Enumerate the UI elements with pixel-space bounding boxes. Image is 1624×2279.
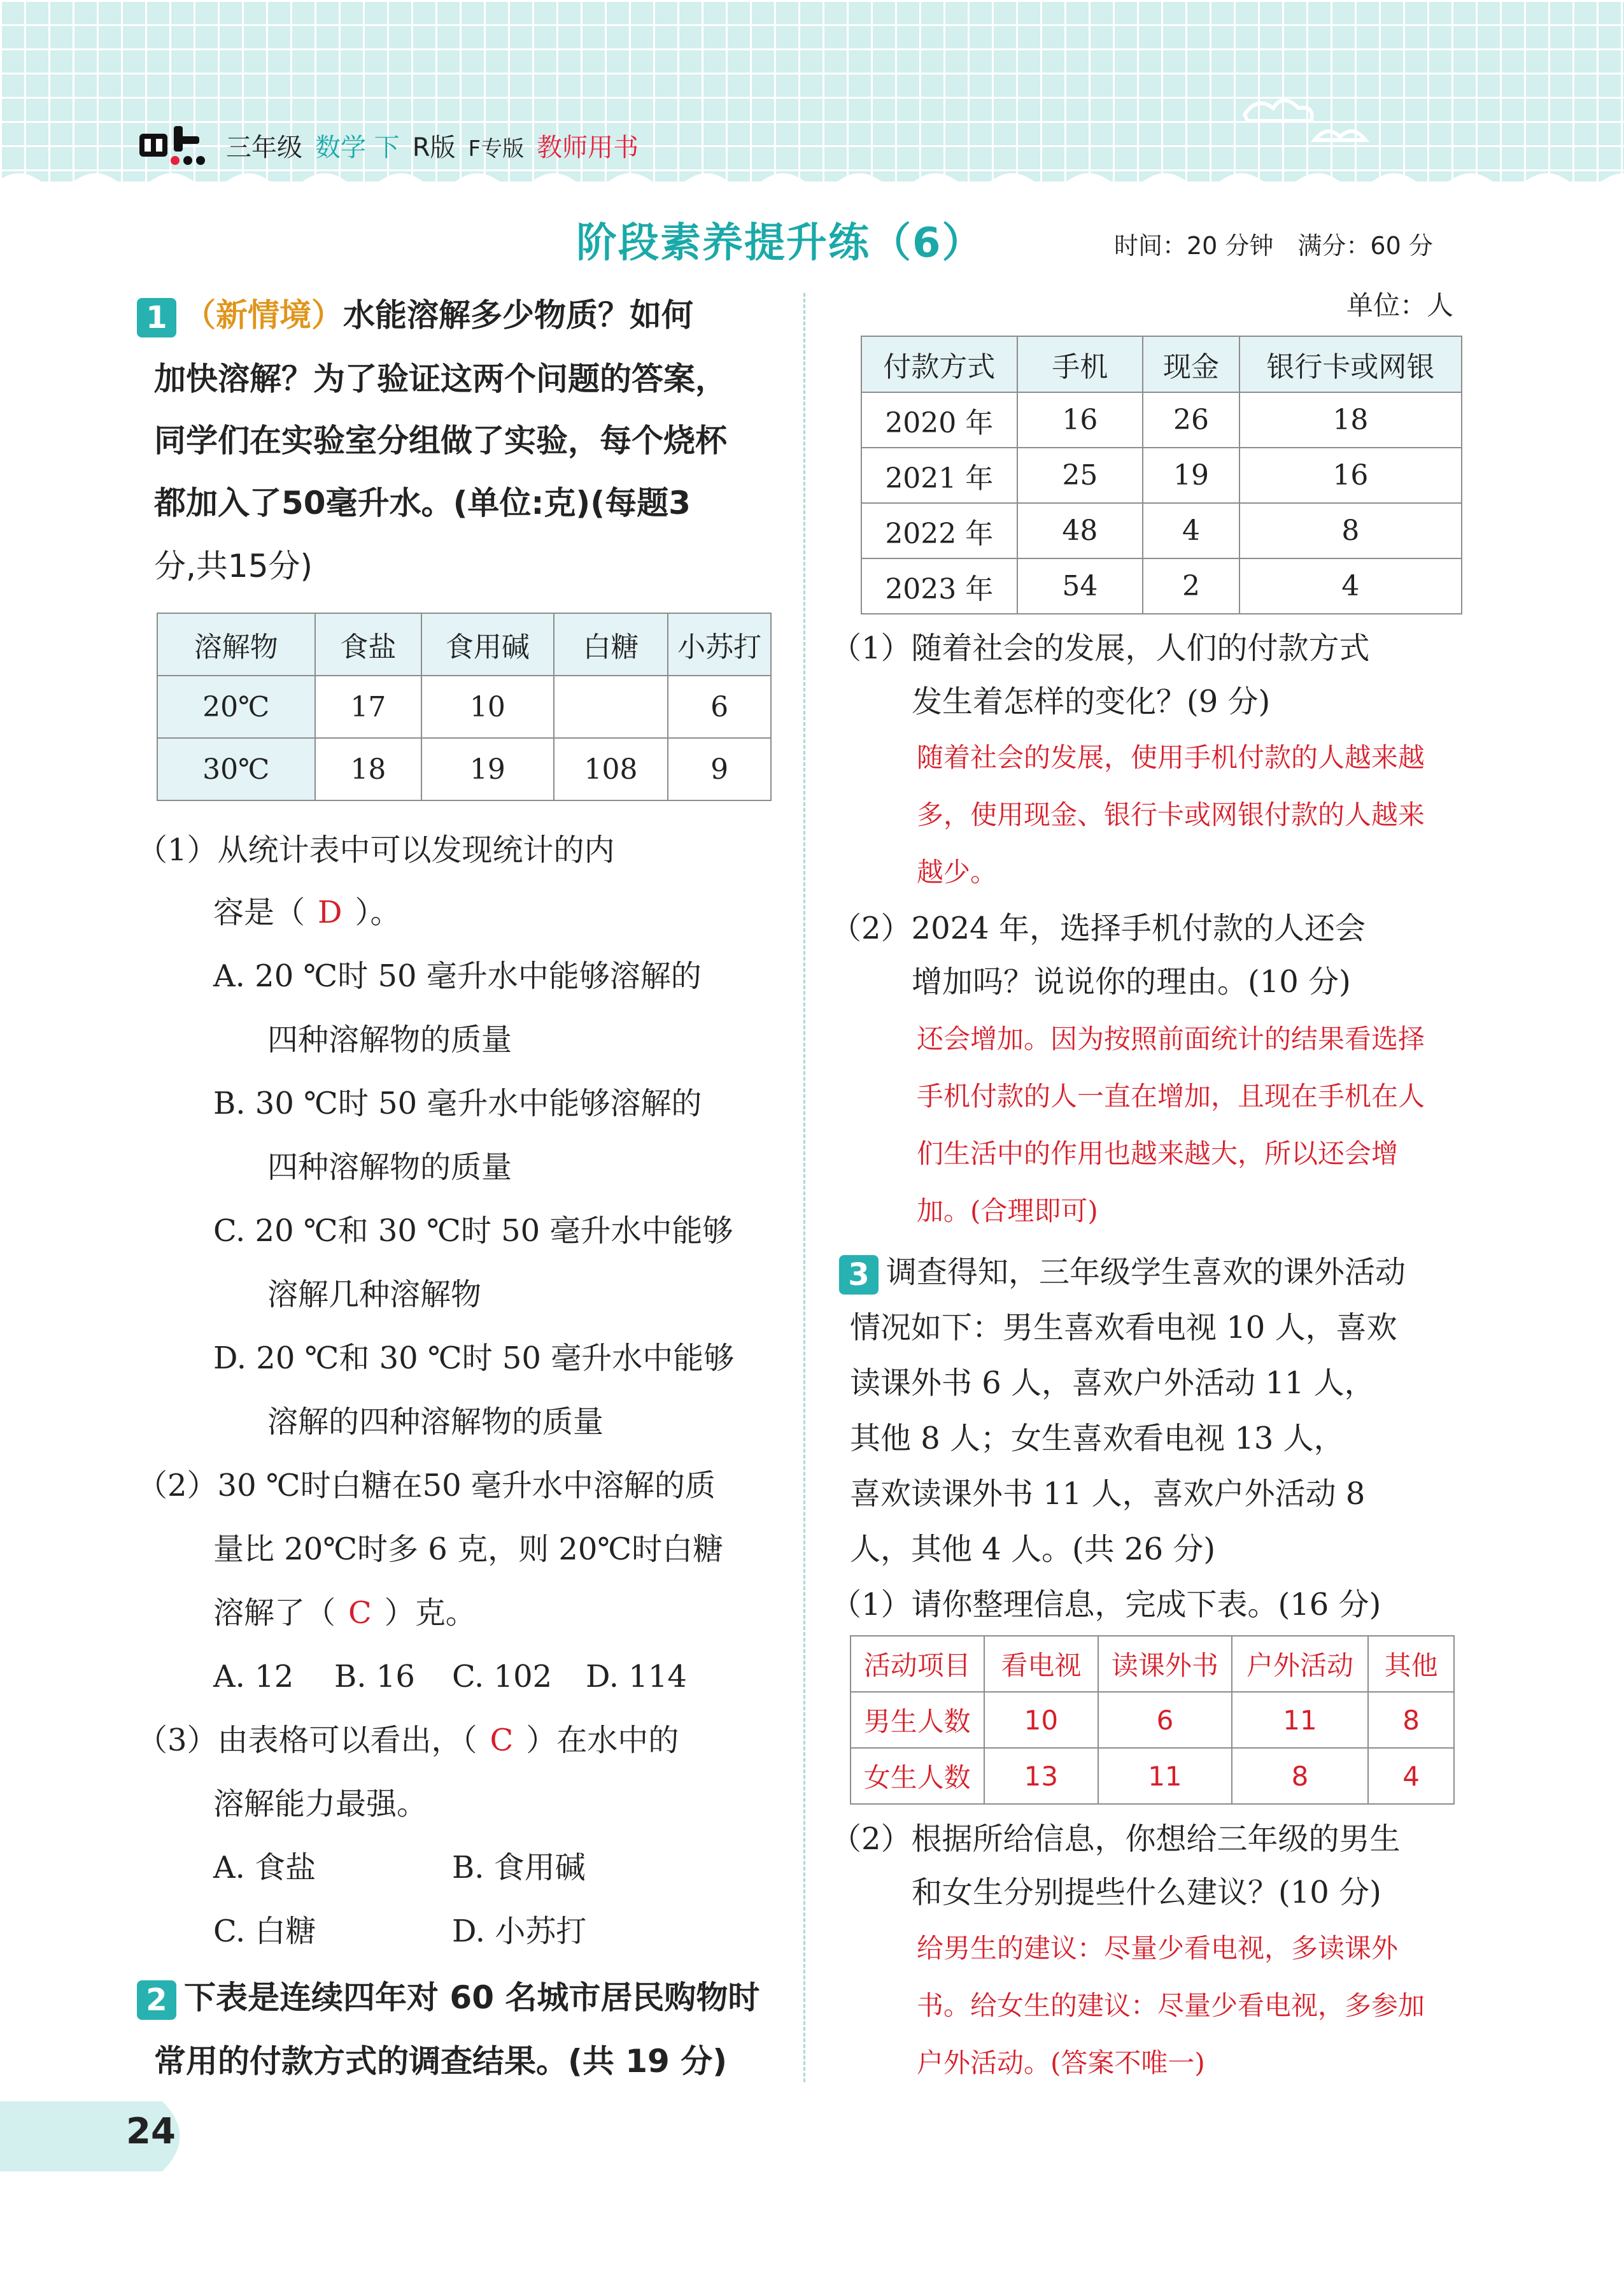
- page-title: 阶段素养提升练（6）: [576, 220, 984, 267]
- q3-line-4: 喜欢读课外书 11 人，喜欢户外活动 8: [850, 1476, 1366, 1512]
- q2-cell: 18: [1239, 392, 1462, 448]
- q2-cell: 2023 年: [861, 558, 1017, 614]
- q3-table: [850, 1635, 1455, 1805]
- q3-sub2-answer-3: 户外活动。(答案不唯一): [917, 2047, 1205, 2078]
- q3-header: [839, 1253, 1406, 1295]
- q3-sub2-answer-2: 书。给女生的建议：尽量少看电视，多参加: [917, 1990, 1425, 2021]
- q2-sub1-line1: （1）随着社会的发展，人们的付款方式: [831, 630, 1370, 666]
- q2-th-3: 银行卡或网银: [1239, 336, 1462, 392]
- q3-th-1: 看电视: [984, 1636, 1099, 1692]
- q2-sub2-answer-2: 手机付款的人一直在增加，且现在手机在人: [917, 1081, 1425, 1112]
- q3-sub2-line2: 和女生分别提些什么建议？(10 分): [912, 1875, 1381, 1910]
- header-edition: R版: [412, 133, 456, 162]
- q1-th-3: 白糖: [554, 613, 668, 676]
- book-logo-icon: [137, 120, 213, 171]
- q2-cell: 4: [1143, 503, 1239, 558]
- q2-line-1: 常用的付款方式的调查结果。(共 19 分): [154, 2043, 728, 2080]
- q3-sub1: （1）请你整理信息，完成下表。(16 分): [831, 1587, 1381, 1622]
- q3-row-label: 女生人数: [851, 1748, 984, 1804]
- q1-sub3-answer: C: [490, 1722, 514, 1758]
- q2-sub2-answer-3: 们生活中的作用也越来越大，所以还会增: [917, 1138, 1399, 1169]
- q1-sub3-line1: [137, 1721, 679, 1759]
- q3-line-0: 调查得知，三年级学生喜欢的课外活动: [886, 1254, 1406, 1290]
- q1-sub3-opt-d: D. 小苏打: [452, 1913, 587, 1949]
- q3-cell: 11: [1098, 1748, 1232, 1804]
- q1-cell: 108: [554, 738, 668, 800]
- q1-th-2: 食用碱: [421, 613, 554, 676]
- cloud-decoration-icon: [1232, 83, 1397, 159]
- q1-sub2-opt-c: C. 102: [452, 1659, 553, 1694]
- q1-sub3-text-b: ）在水中的: [526, 1722, 679, 1758]
- q1-sub3-opt-b: B. 食用碱: [452, 1850, 586, 1885]
- q2-th-0: 付款方式: [861, 336, 1017, 392]
- q1-opt-c-1: C. 20 ℃和 30 ℃时 50 毫升水中能够: [213, 1213, 733, 1249]
- q1-line-3: 都加入了50毫升水。(单位:克)(每题3: [154, 485, 691, 522]
- q3-line-2: 读课外书 6 人，喜欢户外活动 11 人，: [850, 1365, 1375, 1401]
- q2-sub2-answer-4: 加。(合理即可): [917, 1195, 1098, 1226]
- q2-line-0: 下表是连续四年对 60 名城市居民购物时: [184, 1979, 760, 2016]
- q1-opt-a-1: A. 20 ℃时 50 毫升水中能够溶解的: [213, 958, 702, 994]
- q3-cell: 10: [984, 1692, 1099, 1748]
- q1-cell: 18: [315, 738, 422, 800]
- q3-th-4: 其他: [1368, 1636, 1454, 1692]
- q1-cell: 10: [421, 676, 554, 738]
- q3-cell: 4: [1368, 1748, 1454, 1804]
- q2-sub2-answer-1: 还会增加。因为按照前面统计的结果看选择: [917, 1023, 1425, 1054]
- q1-sub3-line2: 溶解能力最强。: [213, 1786, 428, 1822]
- q3-cell: 8: [1368, 1692, 1454, 1748]
- header-wave: [0, 167, 1624, 199]
- q1-sub3-opt-c: C. 白糖: [213, 1913, 316, 1949]
- q2-cell: 8: [1239, 503, 1462, 558]
- q2-cell: 2021 年: [861, 448, 1017, 503]
- q1-sub2-opt-a: A. 12: [213, 1659, 294, 1694]
- q2-number-badge: 2: [137, 1980, 176, 2020]
- q2-cell: 19: [1143, 448, 1239, 503]
- q1-sub2-text-b: ）克。: [384, 1595, 476, 1631]
- q1-sub2-opt-b: B. 16: [334, 1659, 415, 1694]
- q1-opt-c-2: 溶解几种溶解物: [267, 1277, 482, 1312]
- q1-line-2: 同学们在实验室分组做了实验，每个烧杯: [154, 422, 727, 459]
- q2-cell: 48: [1017, 503, 1143, 558]
- q1-number-badge: 1: [137, 298, 176, 337]
- q1-sub1-answer: D: [318, 895, 342, 930]
- q2-th-1: 手机: [1017, 336, 1143, 392]
- q2-cell: 16: [1239, 448, 1462, 503]
- q1-sub2-line2: 量比 20℃时多 6 克，则 20℃时白糖: [213, 1531, 724, 1567]
- q1-opt-d-1: D. 20 ℃和 30 ℃时 50 毫升水中能够: [213, 1340, 735, 1376]
- column-divider: [803, 293, 805, 2082]
- header-series: F专版: [468, 136, 525, 162]
- q3-cell: 8: [1232, 1748, 1369, 1804]
- q1-sub2-line1: （2）30 ℃时白糖在50 毫升水中溶解的质: [137, 1468, 716, 1503]
- header-book: 教师用书: [537, 133, 639, 162]
- q3-th-0: 活动项目: [851, 1636, 984, 1692]
- q1-sub3-text-a: （3）由表格可以看出，（: [137, 1722, 477, 1758]
- q1-cell: 30℃: [157, 738, 315, 800]
- q2-sub1-line2: 发生着怎样的变化？(9 分): [912, 684, 1271, 720]
- q2-cell: 26: [1143, 392, 1239, 448]
- header-grade: 三年级: [226, 133, 302, 162]
- q2-sub1-answer-3: 越少。: [917, 856, 998, 888]
- q2-header: [137, 1977, 759, 2020]
- q2-cell: 25: [1017, 448, 1143, 503]
- q2-cell: 2022 年: [861, 503, 1017, 558]
- page-number: 24: [126, 2111, 176, 2152]
- q1-cell: 20℃: [157, 676, 315, 738]
- q1-th-0: 溶解物: [157, 613, 315, 676]
- q1-table: [157, 613, 772, 801]
- q1-line-1: 加快溶解？为了验证这两个问题的答案，: [154, 360, 727, 397]
- q3-line-1: 情况如下：男生喜欢看电视 10 人，喜欢: [850, 1310, 1397, 1345]
- q1-sub2-answer: C: [348, 1595, 372, 1631]
- q1-cell: 19: [421, 738, 554, 800]
- q3-cell: 13: [984, 1748, 1099, 1804]
- q2-table: [861, 336, 1462, 614]
- q2-sub2-line1: （2）2024 年，选择手机付款的人还会: [831, 911, 1366, 946]
- q3-th-3: 户外活动: [1232, 1636, 1369, 1692]
- q3-row-label: 男生人数: [851, 1692, 984, 1748]
- q3-sub2-line1: （2）根据所给信息，你想给三年级的男生: [831, 1821, 1401, 1857]
- q1-cell: 6: [668, 676, 771, 738]
- q1-sub1-line2: [213, 893, 401, 932]
- q3-number-badge: 3: [839, 1255, 879, 1295]
- q1-opt-a-2: 四种溶解物的质量: [267, 1022, 512, 1058]
- q2-sub2-line2: 增加吗？说说你的理由。(10 分): [912, 964, 1351, 1000]
- q2-cell: 16: [1017, 392, 1143, 448]
- q1-line-4: 分,共15分): [154, 548, 313, 585]
- time-info: 时间：20 分钟 满分：60 分: [1114, 232, 1433, 260]
- q1-cell: 17: [315, 676, 422, 738]
- q3-line-3: 其他 8 人；女生喜欢看电视 13 人，: [850, 1421, 1345, 1456]
- q1-sub1-text-a: 容是（: [213, 895, 306, 930]
- q3-sub2-answer-1: 给男生的建议：尽量少看电视，多读课外: [917, 1933, 1399, 1964]
- q2-sub1-answer-2: 多，使用现金、银行卡或网银付款的人越来: [917, 799, 1425, 830]
- q3-cell: 6: [1098, 1692, 1232, 1748]
- q2-cell: 2: [1143, 558, 1239, 614]
- q1-cell: [554, 676, 668, 738]
- q1-sub2-line3: [213, 1594, 476, 1632]
- q1-opt-d-2: 溶解的四种溶解物的质量: [267, 1404, 604, 1440]
- q1-th-4: 小苏打: [668, 613, 771, 676]
- q1-th-1: 食盐: [315, 613, 422, 676]
- q1-sub1-text-b: ）。: [355, 895, 401, 930]
- q1-cell: 9: [668, 738, 771, 800]
- q2-sub1-answer-1: 随着社会的发展，使用手机付款的人越来越: [917, 742, 1425, 773]
- q2-cell: 54: [1017, 558, 1143, 614]
- q1-header: [137, 295, 693, 337]
- q2-unit: 单位：人: [1346, 290, 1454, 321]
- q1-tag: （新情境）: [184, 297, 343, 334]
- q1-sub3-opt-a: A. 食盐: [213, 1850, 316, 1885]
- q3-cell: 11: [1232, 1692, 1369, 1748]
- q3-th-2: 读课外书: [1098, 1636, 1232, 1692]
- q1-sub1-line1: （1）从统计表中可以发现统计的内: [137, 832, 615, 868]
- q1-opt-b-2: 四种溶解物的质量: [267, 1149, 512, 1185]
- header-text: [226, 127, 651, 164]
- q1-sub2-opt-d: D. 114: [586, 1659, 687, 1694]
- q2-th-2: 现金: [1143, 336, 1239, 392]
- q1-line-0: 水能溶解多少物质？如何: [343, 297, 693, 334]
- q3-line-5: 人，其他 4 人。(共 26 分): [850, 1531, 1216, 1567]
- q1-opt-b-1: B. 30 ℃时 50 毫升水中能够溶解的: [213, 1086, 702, 1121]
- q2-cell: 2020 年: [861, 392, 1017, 448]
- q1-sub2-text-a: 溶解了（: [213, 1595, 336, 1631]
- q2-cell: 4: [1239, 558, 1462, 614]
- header-subject: 数学 下: [315, 133, 400, 162]
